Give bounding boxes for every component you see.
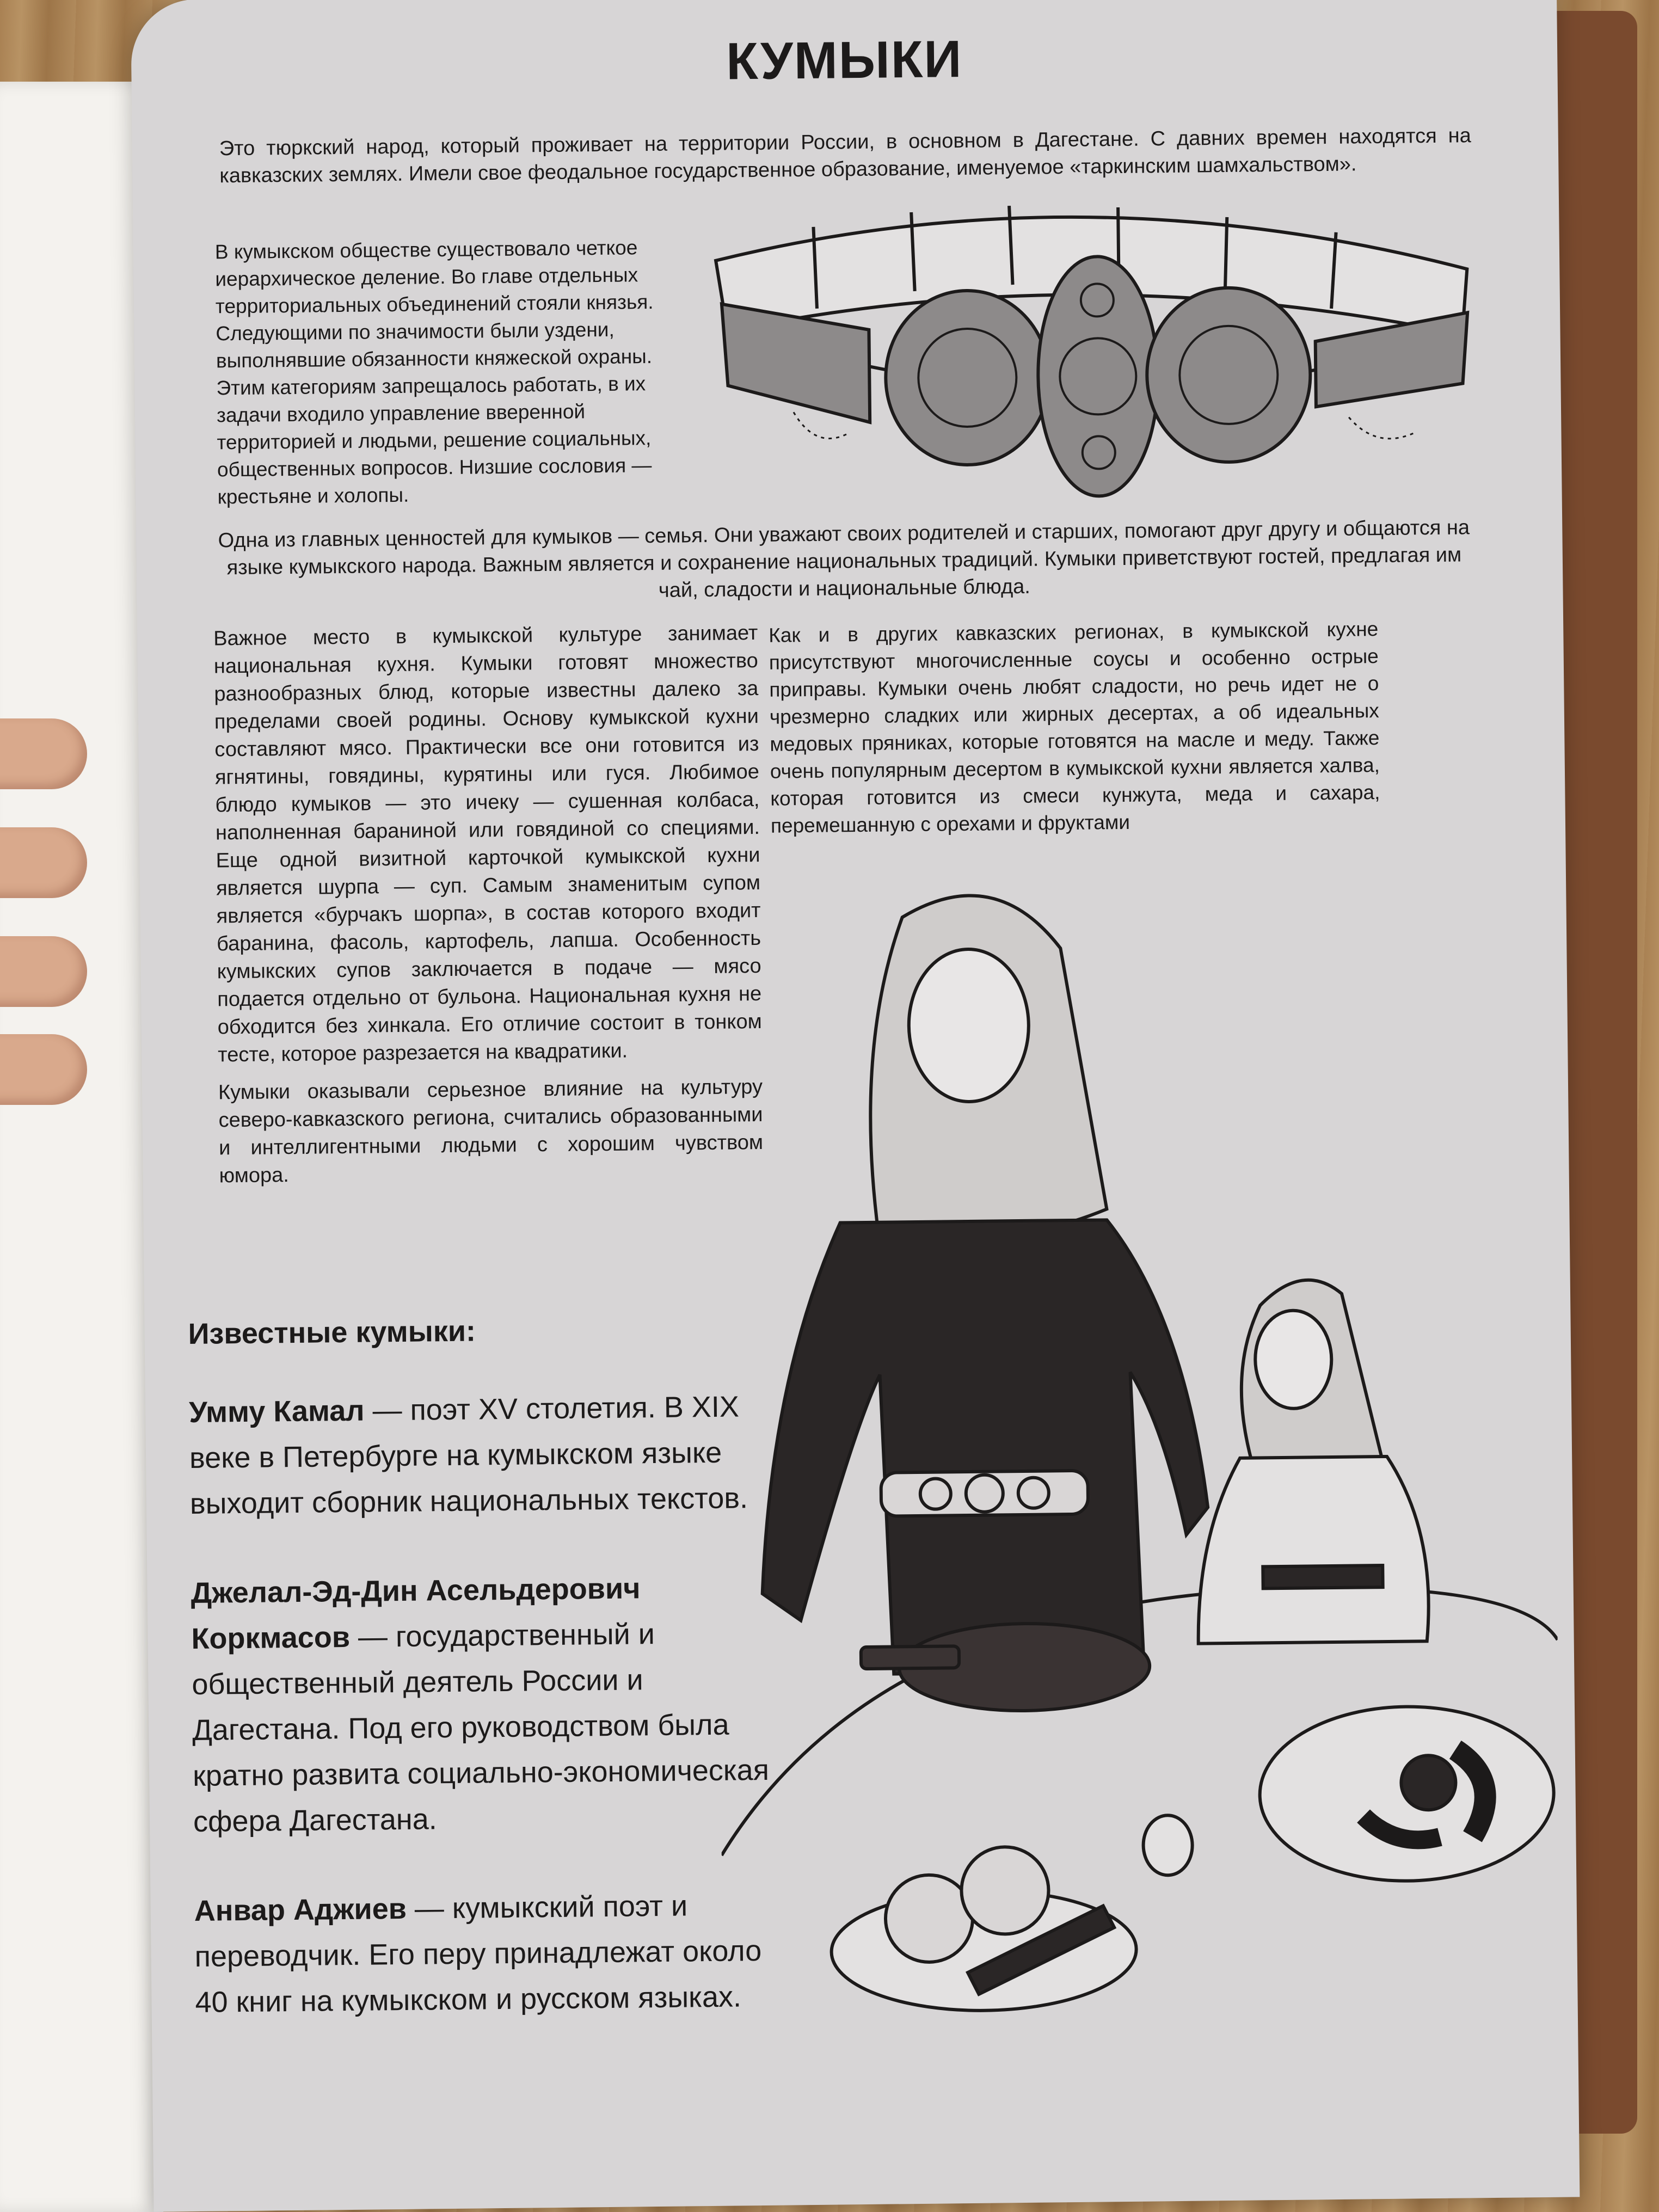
finger xyxy=(0,827,87,898)
person-description: — поэт XV столетия. В XIX веке в Петербурге на кумыкском языке выходит сборник национальных текстов. xyxy=(189,1390,748,1521)
family-paragraph: Одна из главных ценностей для кумыков — семья. Они уважают своих родителей и старших, помогают друг другу и общаются на языке кумыкского народа. Важным является и сохранение национальных традиций. Кумыки приветствуют гостей, предлагая им чай, сладости и национальные блюда. xyxy=(218,516,1470,602)
finger xyxy=(0,1034,87,1105)
finger xyxy=(0,718,87,789)
sauces-paragraph: Как и в других кавказских регионах, в кумыкской кухне присутствуют многочисленные соусы и особенно острые приправы. Кумыки очень любят сладости, но речь идет не о чрезмерно сладких или жирных десертах, а об идеальных медовых пряниках, которые готовятся на масле и меду. Также очень популярным десертом в кумыкской кухни является халва, которая готовится из смеси кунжута, меда и сахара, перемешанную с орехами и фруктами xyxy=(769,618,1380,837)
page-title: КУМЫКИ xyxy=(726,30,963,91)
person-entry xyxy=(194,1882,794,2025)
intro-paragraph: Это тюркский народ, который проживает на территории России, в основном в Дагестане. С давних времен находятся на кавказских землях. Имели свое феодальное государственное образование, именуемое «таркинским шамхальством». xyxy=(219,124,1471,188)
cooking-illustration xyxy=(711,878,1563,2182)
person-entry xyxy=(189,1384,789,1527)
person-name: Джелал-Эд-Дин Асельдерович Коркмасов xyxy=(191,1572,641,1655)
cuisine-paragraph: Важное место в кумыкской культуре занимает национальная кухня. Кумыки готовят множество разнообразных блюд, которые известны далеко за пределами своей родины. Основу кумыкской кухни составляют мясо. Практически все они готовится из ягнятины, говядины, курятины или гуся. Любимое блюдо кумыков — это ичеку — сушенная колбаса, наполненная бараниной или говядиной со специями. Еще одной визитной карточкой кумыкской кухни является шурпа — суп. Самым знаменитым супом является «бурчакъ шорпа», в состав которого входит баранина, фасоль, картофель, лапша. Особенность кумыкских супов заключается в подаче — мясо подается отдельно от бульона. Национальная кухня не обходится без хинкала. Его отличие состоит в тонком тесте, которое разрезается на квадратики. xyxy=(213,621,762,1067)
hierarchy-paragraph: В кумыкском обществе существовало четкое иерархическое деление. Во главе отдельных территориальных объединений стояли князья. Следующими по значимости были уздени, выполнявшие обязанности княжеской охраны. Этим категориям запрещалось работать, в их задачи входило управление вверенной территорией и людьми, решение социальных, общественных вопросов. Низшие сословия — крестьяне и холопы. xyxy=(214,236,654,508)
famous-kumyks-section xyxy=(188,1305,795,2069)
famous-heading: Известные кумыки: xyxy=(188,1314,476,1351)
belt-illustration xyxy=(704,187,1480,511)
person-description: — кумыкский поэт и переводчик. Его перу принадлежат около 40 книг на кумыкском и русском языках. xyxy=(194,1889,762,2019)
person-entry xyxy=(191,1564,792,1844)
influence-paragraph: Кумыки оказывали серьезное влияние на культуру северо-кавказского региона, считались образованными и интеллигентными людьми с хорошим чувством юмора. xyxy=(218,1075,764,1188)
person-description: — государственный и общественный деятель России и Дагестана. Под его руководством была кратно развита социально-экономическая сфера Дагестана. xyxy=(192,1618,770,1838)
person-name: Умму Камал xyxy=(188,1394,365,1429)
left-column xyxy=(213,619,764,1200)
person-name: Анвар Аджиев xyxy=(194,1892,407,1927)
booklet-page xyxy=(131,0,1580,2212)
finger xyxy=(0,936,87,1007)
